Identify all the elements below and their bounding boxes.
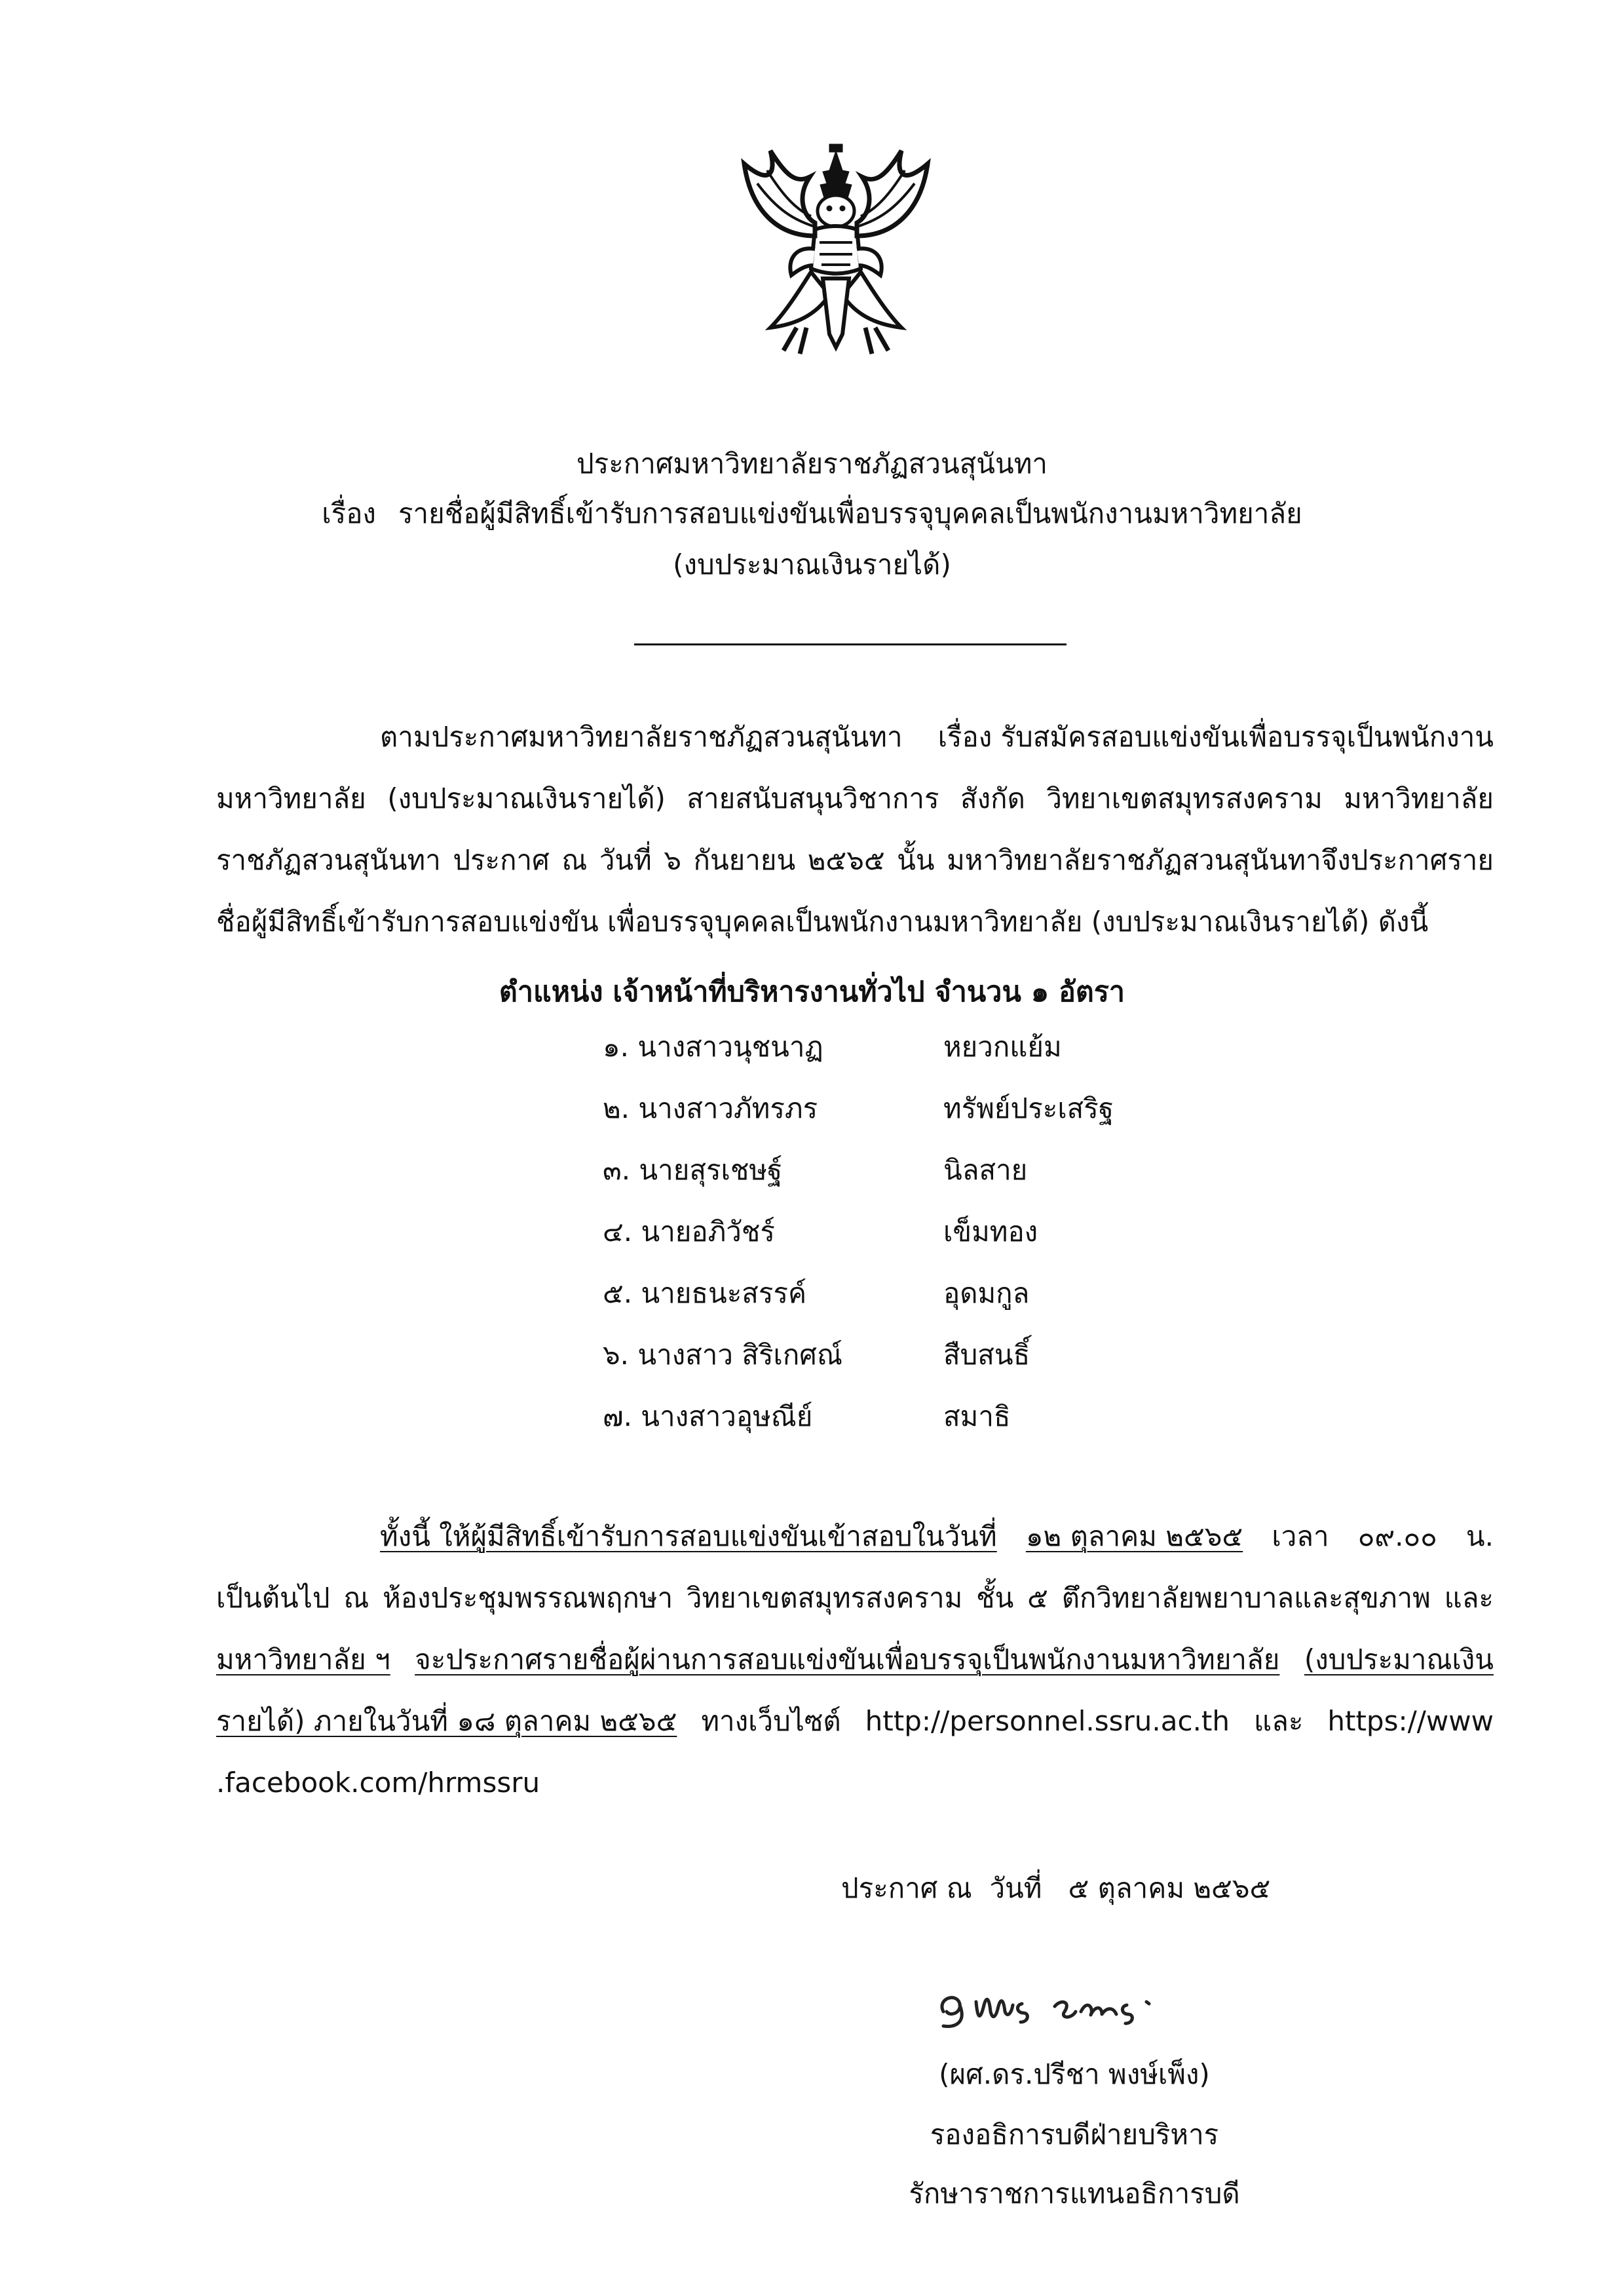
notice-paragraph (216, 1506, 1494, 1814)
notice-line-2 (216, 1567, 1494, 1629)
intro-line-3 (216, 830, 1494, 891)
facebook-link-continued[interactable]: .facebook.com/hrmssru (216, 1767, 540, 1799)
announcement-subject (0, 494, 1624, 533)
intro-line-4 (216, 891, 1494, 953)
text-segment: ประกาศ (453, 844, 550, 876)
text-segment: ณ (343, 1582, 369, 1614)
text-segment: มหาวิทยาลัยราชภัฏสวนสุนันทาจึงประกาศราย (947, 844, 1494, 876)
candidate-row (603, 1212, 1258, 1274)
text-segment: (งบประมาณเงิน (1304, 1643, 1494, 1675)
website-link[interactable]: http://personnel.ssru.ac.th (865, 1705, 1230, 1737)
text-segment: ทางเว็บไซต์ (701, 1705, 841, 1737)
notice-line-5 (216, 1752, 1494, 1814)
text-segment: สายสนับสนุนวิชาการ (687, 782, 939, 814)
candidate-row (603, 1335, 1258, 1397)
candidate-surname: สืบสนธิ์ (943, 1339, 1030, 1371)
candidate-row (603, 1274, 1258, 1335)
text-segment: ๐๙.๐๐ (1357, 1520, 1437, 1552)
candidate-surname: สมาธิ (943, 1400, 1011, 1432)
position-title: ตำแหน่ง เจ้าหน้าที่บริหารงานทั่วไป จำนวน ๑ อัตรา (499, 976, 1125, 1008)
text-segment: และ (1254, 1705, 1304, 1737)
text-segment: ๕ (1027, 1582, 1048, 1614)
candidate-surname: หยวกแย้ม (943, 1031, 1062, 1063)
subject-label: เรื่อง (322, 497, 376, 529)
text-segment: ชั้น (976, 1582, 1014, 1614)
text-segment: วันที่ (599, 844, 652, 876)
text-segment: เป็นต้นไป (216, 1582, 330, 1614)
text-segment: จะประกาศรายชื่อผู้ผ่านการสอบแข่งขันเพื่อบรรจุเป็นพนักงานมหาวิทยาลัย (415, 1643, 1280, 1675)
intro-line-2 (216, 768, 1494, 830)
text-segment: เรื่อง รับสมัครสอบแข่งขันเพื่อบรรจุเป็นพนักงาน (937, 721, 1494, 753)
text-segment: ตึกวิทยาลัยพยาบาลและสุขภาพ (1061, 1582, 1431, 1614)
text-segment: ชื่อผู้มีสิทธิ์เข้ารับการสอบแข่งขัน เพื่อบรรจุบุคคลเป็นพนักงานมหาวิทยาลัย (งบประมาณเงินรายได้) ดังนี้ (216, 906, 1429, 938)
subject-text: รายชื่อผู้มีสิทธิ์เข้ารับการสอบแข่งขันเพื่อบรรจุบุคคลเป็นพนักงานมหาวิทยาลัย (398, 497, 1302, 529)
candidate-surname: เข็มทอง (943, 1215, 1038, 1248)
notice-line-4 (216, 1691, 1494, 1752)
facebook-link[interactable]: https://www (1327, 1705, 1494, 1737)
candidate-name: ๔. นายอภิวัชร์ (603, 1215, 775, 1248)
candidate-surname: อุดมกูล (943, 1277, 1030, 1309)
text-segment: วิทยาเขตสมุทรสงคราม (686, 1582, 963, 1614)
subject-subtitle: (งบประมาณเงินรายได้) (673, 548, 951, 581)
text-segment: สังกัด (960, 782, 1025, 814)
candidate-row (603, 1027, 1258, 1089)
candidate-surname: นิลสาย (943, 1154, 1028, 1186)
text-segment: มหาวิทยาลัย ฯ (216, 1643, 390, 1675)
candidate-name: ๑. นางสาวนุชนาฏ (603, 1031, 823, 1063)
signature-icon (930, 1966, 1205, 2038)
signer-acting-title: รักษาราชการแทนอธิการบดี (909, 2177, 1240, 2210)
text-segment: ราชภัฏสวนสุนันทา (216, 844, 441, 876)
divider (634, 643, 1067, 645)
text-segment: ๒๕๖๕ (807, 844, 885, 876)
text-segment: น. (1465, 1520, 1494, 1552)
garuda-emblem-icon (731, 138, 941, 360)
candidate-row (603, 1089, 1258, 1151)
text-segment: นั้น (897, 844, 935, 876)
text-segment: เวลา (1272, 1520, 1329, 1552)
text-segment: ๖ (664, 844, 681, 876)
results-date: รายได้) ภายในวันที่ ๑๘ ตุลาคม ๒๕๖๕ (216, 1705, 677, 1737)
text-segment: มหาวิทยาลัย (1344, 782, 1494, 814)
candidate-name: ๒. นางสาวภัทรภร (603, 1092, 818, 1124)
text-segment: วิทยาเขตสมุทรสงคราม (1046, 782, 1323, 814)
candidate-surname: ทรัพย์ประเสริฐ (943, 1092, 1114, 1124)
text-segment: มหาวิทยาลัย (216, 782, 366, 814)
intro-line-1 (216, 706, 1494, 768)
exam-date-underlined: ทั้งนี้ ให้ผู้มีสิทธิ์เข้ารับการสอบแข่งขันเข้าสอบในวันที่ (380, 1520, 997, 1552)
candidate-name: ๖. นางสาว สิริเกศณ์ (603, 1339, 842, 1371)
text-segment: (งบประมาณเงินรายได้) (387, 782, 666, 814)
announcement-title: ประกาศมหาวิทยาลัยราชภัฏสวนสุนันทา (576, 448, 1048, 480)
announcement-date: ประกาศ ณ วันที่ ๕ ตุลาคม ๒๕๖๕ (841, 1872, 1271, 1904)
candidate-row (603, 1397, 1258, 1459)
signer-title: รองอธิการบดีฝ่ายบริหาร (930, 2118, 1219, 2151)
text-segment: และ (1444, 1582, 1494, 1614)
candidate-name: ๗. นางสาวอุษณีย์ (603, 1400, 813, 1432)
text-segment: กันยายน (693, 844, 796, 876)
notice-line-3 (216, 1629, 1494, 1691)
text-segment: ตามประกาศมหาวิทยาลัยราชภัฏสวนสุนันทา (380, 721, 903, 753)
signer-name: (ผศ.ดร.ปรีชา พงษ์เพ็ง) (939, 2058, 1210, 2090)
notice-line-1 (216, 1506, 1494, 1567)
exam-date: ๑๒ ตุลาคม ๒๕๖๕ (1025, 1520, 1243, 1552)
candidate-name: ๕. นายธนะสรรค์ (603, 1277, 807, 1309)
candidate-name: ๓. นายสุรเชษฐ์ (603, 1154, 783, 1186)
intro-paragraph (216, 706, 1494, 953)
text-segment: ณ (561, 844, 588, 876)
candidate-list (603, 1027, 1258, 1459)
text-segment: ห้องประชุมพรรณพฤกษา (383, 1582, 673, 1614)
candidate-row (603, 1151, 1258, 1212)
